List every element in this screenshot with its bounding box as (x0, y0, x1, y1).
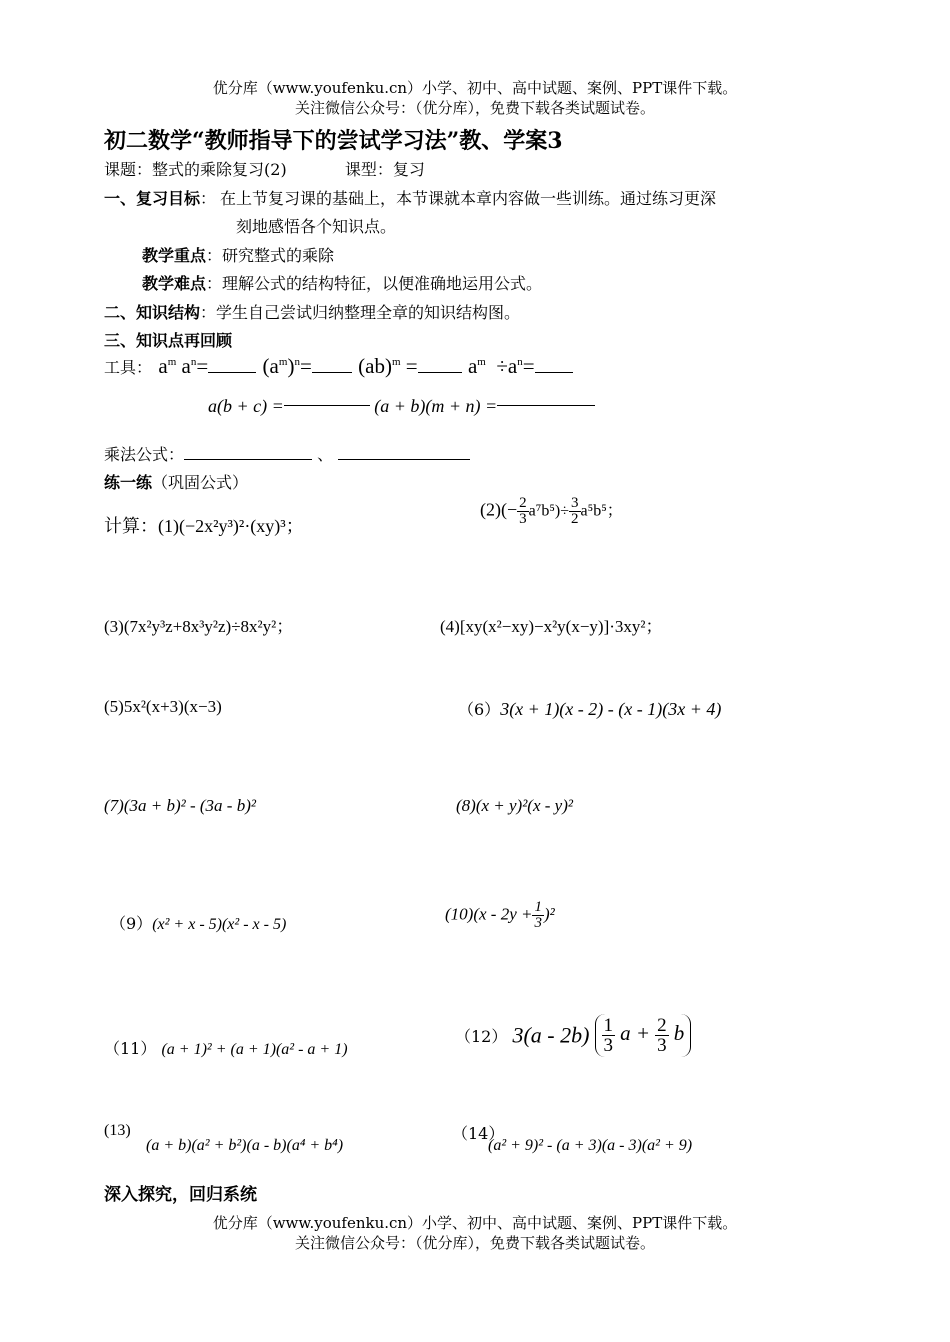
footer-line-2: 关注微信公众号：（优分库），免费下载各类试题试卷。 (294, 1234, 655, 1252)
type-value: 复习 (392, 160, 425, 179)
problem-8: (8)(x + y)²(x - y)² (456, 796, 573, 815)
section-2-label: 二、知识结构 (104, 303, 201, 322)
mult-label: 乘法公式： (104, 445, 185, 464)
section-1-text-2: 刻地感悟各个知识点。 (236, 217, 397, 236)
answer-blank-5[interactable] (284, 405, 370, 406)
key-label: 教学重点 (142, 246, 207, 265)
lesson-info (104, 157, 425, 180)
problem-11 (104, 1036, 348, 1059)
problem-14: (a² + 9)² - (a + 3)(a - 3)(a² + 9) (488, 1137, 693, 1154)
section-2-text: 学生自己尝试归纳整理全章的知识结构图。 (216, 303, 521, 322)
power-of-power-rule: $(a^m)^n=$ (262, 354, 312, 378)
problem-6-expr: 3(x + 1)(x - 2) - (x - 1)(3x + 4) (500, 699, 722, 719)
quotient-of-powers-rule: $a^m \div a^n=$ (467, 354, 535, 378)
practice-heading (104, 470, 248, 493)
problem-9 (110, 911, 286, 934)
answer-blank-1[interactable] (208, 372, 256, 373)
tools-label: 工具： (104, 358, 153, 377)
problem-12 (455, 1014, 691, 1057)
explore-heading: 深入探究，回归系统 (104, 1185, 257, 1205)
problem-9-num: （9） (110, 914, 153, 933)
answer-blank-4[interactable] (535, 372, 573, 373)
footer-line-1: 优分库（www.youfenku.cn）小学、初中、高中试题、案例、PPT课件下载。 (212, 1214, 738, 1232)
power-product-rule: $a^m$ $a^n=$ (158, 354, 209, 378)
section-1-goals (104, 186, 716, 209)
section-1-label: 一、复习目标 (104, 189, 201, 208)
problem-3: (3)(7x²y³z+8x³y²z)÷8x²y²； (104, 617, 294, 636)
problem-11-expr: (a + 1)² + (a + 1)(a² - a + 1) (161, 1041, 348, 1058)
key-text: 研究整式的乘除 (222, 246, 335, 265)
problem-11-num: （11） (104, 1039, 157, 1058)
answer-blank-6[interactable] (497, 405, 595, 406)
header-line-1: 优分库（www.youfenku.cn）小学、初中、高中试题、案例、PPT课件下载。 (212, 79, 738, 97)
page-title: 初二数学“教师指导下的尝试学习法”教、学案3 (104, 128, 563, 154)
section-1-text-1: 在上节复习课的基础上，本节课就本章内容做一些训练。通过练习更深 (220, 189, 717, 208)
practice-label: 练一练 (104, 473, 153, 492)
answer-blank-2[interactable] (312, 372, 352, 373)
difficulty-text: 理解公式的结构特征，以便准确地运用公式。 (222, 274, 543, 293)
topic-value: 整式的乘除复习(2) (152, 160, 287, 179)
power-of-product-rule: (ab)$^m$ = (358, 354, 418, 378)
mult-blank-2[interactable] (338, 459, 470, 460)
problem-14-num: （14） (452, 1124, 505, 1143)
problem-5: (5)5x²(x+3)(x−3) (104, 697, 222, 716)
problem-1-expr: (1)(−2x²y³)²·(xy)³； (158, 516, 304, 536)
answer-blank-3[interactable] (418, 372, 462, 373)
header-line-2: 关注微信公众号：（优分库），免费下载各类试题试卷。 (294, 99, 655, 117)
problem-10: (10)(x - 2y + $\frac{1}{3}$ )² (445, 899, 555, 931)
section-1-colon: ： (200, 189, 217, 208)
tools-formulas (104, 354, 573, 379)
problem-7: (7)(3a + b)² - (3a - b)² (104, 796, 256, 815)
mult-blank-1[interactable] (184, 459, 312, 460)
problem-12-paren: $\frac{1}{3}$ a + $\frac{2}{3}$ b (595, 1014, 692, 1057)
problem-6-num: （6） (458, 700, 501, 719)
section-3-label: 三、知识点再回顾 (104, 331, 233, 350)
problem-13-num: (13) (104, 1122, 131, 1139)
teaching-key-point: 教学重点：研究整式的乘除 (142, 246, 335, 265)
mult-sep: 、 (317, 445, 334, 464)
problem-6 (458, 697, 721, 720)
problem-2: (2)(− $\frac{2}{3}$ a⁷b⁵)÷ $\frac{3}{2}$ a⁵b⁵； (480, 495, 623, 527)
problem-12-factor: 3(a - 2b) (512, 1022, 590, 1048)
problem-12-num: （12） (455, 1027, 508, 1046)
teaching-difficulty: 教学难点：理解公式的结构特征，以便准确地运用公式。 (142, 274, 543, 293)
multiplication-formulas (104, 442, 470, 465)
calc-label: 计算： (104, 516, 158, 537)
practice-note: （巩固公式） (152, 473, 249, 492)
problem-13: (a + b)(a² + b²)(a - b)(a⁴ + b⁴) (146, 1137, 344, 1154)
problem-1 (104, 512, 304, 538)
type-label: 课型： (344, 160, 393, 179)
distributive-formula: a(b + c) = (a + b)(m + n) = (208, 396, 595, 417)
problem-4: (4)[xy(x²−xy)−x²y(x−y)]·3xy²； (440, 617, 663, 636)
problem-9-expr: (x² + x - 5)(x² - x - 5) (152, 916, 287, 933)
topic-label: 课题： (104, 160, 153, 179)
difficulty-label: 教学难点 (142, 274, 207, 293)
section-2-structure: 二、知识结构：学生自己尝试归纳整理全章的知识结构图。 (104, 303, 521, 322)
